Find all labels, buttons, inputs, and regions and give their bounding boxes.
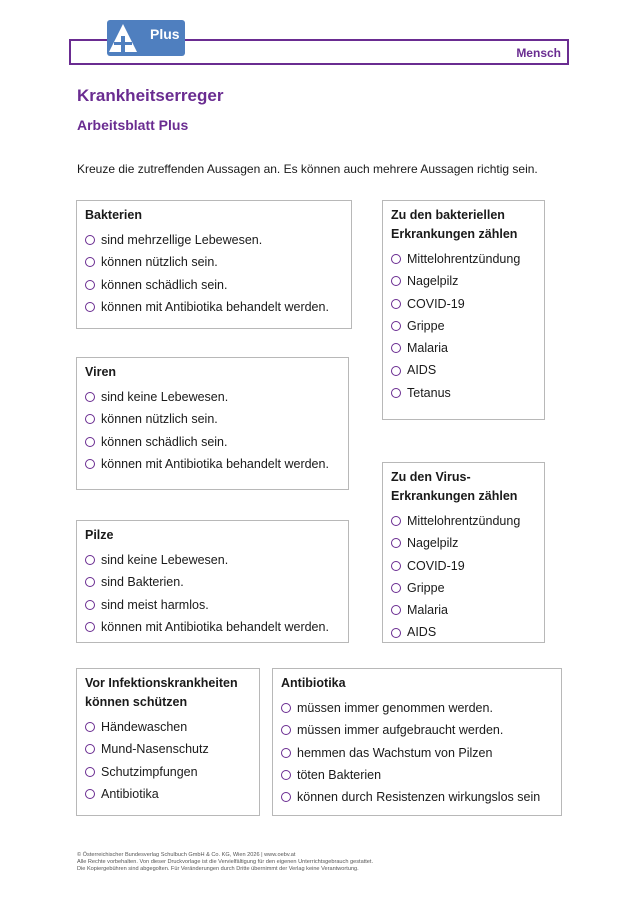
checkbox-item[interactable]: können mit Antibiotika behandelt werden. [85, 296, 343, 318]
checkbox-circle-icon[interactable] [391, 583, 401, 593]
checkbox-circle-icon[interactable] [85, 392, 95, 402]
checkbox-circle-icon[interactable] [85, 302, 95, 312]
checkbox-item[interactable]: Mittelohrentzündung [391, 248, 536, 270]
checkbox-item[interactable]: sind mehrzellige Lebewesen. [85, 229, 343, 251]
checkbox-item[interactable]: können mit Antibiotika behandelt werden. [85, 453, 340, 475]
checkbox-circle-icon[interactable] [85, 789, 95, 799]
box-virus-erkrankungen [382, 462, 545, 643]
checkbox-circle-icon[interactable] [85, 767, 95, 777]
checkbox-item[interactable]: können nützlich sein. [85, 408, 340, 430]
checkbox-item[interactable]: Tetanus [391, 382, 536, 404]
checkbox-circle-icon[interactable] [391, 254, 401, 264]
checkbox-item[interactable]: COVID-19 [391, 293, 536, 315]
checkbox-item[interactable]: müssen immer genommen werden. [281, 697, 553, 719]
checkbox-circle-icon[interactable] [85, 257, 95, 267]
checkbox-circle-icon[interactable] [281, 725, 291, 735]
checkbox-circle-icon[interactable] [391, 516, 401, 526]
box-title: Vor Infektionskrankheiten können schützen [85, 676, 238, 709]
checkbox-circle-icon[interactable] [281, 770, 291, 780]
page-title: Krankheitserreger [77, 86, 224, 105]
checkbox-item[interactable]: AIDS [391, 359, 536, 381]
box-pilze [76, 520, 349, 643]
checkbox-circle-icon[interactable] [391, 321, 401, 331]
checkbox-item[interactable]: können schädlich sein. [85, 274, 343, 296]
checkbox-circle-icon[interactable] [85, 235, 95, 245]
instruction-text: Kreuze die zutreffenden Aussagen an. Es können auch mehrere Aussagen richtig sein. [77, 162, 538, 176]
checkbox-item[interactable]: sind keine Lebewesen. [85, 549, 340, 571]
logo-text: Plus [150, 26, 180, 42]
box-title: Pilze [85, 528, 114, 542]
checkbox-item[interactable]: Mund-Nasenschutz [85, 738, 251, 760]
checkbox-circle-icon[interactable] [85, 744, 95, 754]
box-antibiotika [272, 668, 562, 816]
checkbox-item[interactable]: Mittelohrentzündung [391, 510, 536, 532]
checkbox-circle-icon[interactable] [391, 538, 401, 548]
checkbox-item[interactable]: Grippe [391, 315, 536, 337]
checkbox-item[interactable]: COVID-19 [391, 555, 536, 577]
checkbox-circle-icon[interactable] [85, 555, 95, 565]
checkbox-circle-icon[interactable] [391, 343, 401, 353]
box-schutz [76, 668, 260, 816]
checkbox-circle-icon[interactable] [85, 577, 95, 587]
checkbox-item[interactable]: AIDS [391, 621, 536, 643]
checkbox-item[interactable]: Nagelpilz [391, 270, 536, 292]
category-label: Mensch [516, 46, 561, 60]
footer-line: Alle Rechte vorbehalten. Von dieser Druckvorlage ist die Vervielfältigung für den eigenen Unterrichtsgebrauch gestattet. [77, 859, 374, 866]
checkbox-item[interactable]: sind meist harmlos. [85, 594, 340, 616]
checkbox-item[interactable]: Antibiotika [85, 783, 251, 805]
checkbox-item[interactable]: sind Bakterien. [85, 571, 340, 593]
checkbox-circle-icon[interactable] [85, 414, 95, 424]
box-title: Zu den bakteriellen Erkrankungen zählen [391, 208, 518, 241]
checkbox-circle-icon[interactable] [85, 722, 95, 732]
checkbox-item[interactable]: töten Bakterien [281, 764, 553, 786]
box-title: Bakterien [85, 208, 142, 222]
checkbox-circle-icon[interactable] [391, 561, 401, 571]
footer [77, 852, 373, 874]
checkbox-circle-icon[interactable] [85, 600, 95, 610]
checkbox-item[interactable]: müssen immer aufgebraucht werden. [281, 719, 553, 741]
box-title: Zu den Virus- Erkrankungen zählen [391, 470, 518, 503]
checkbox-circle-icon[interactable] [391, 299, 401, 309]
checkbox-item[interactable]: hemmen das Wachstum von Pilzen [281, 742, 553, 764]
footer-line: Die Kopiergebühren sind abgegolten. Für Veränderungen durch Dritte übernimmt der Verlag keine Verantwortung. [77, 866, 359, 873]
checkbox-item[interactable]: Schutzimpfungen [85, 761, 251, 783]
checkbox-item[interactable]: Grippe [391, 577, 536, 599]
checkbox-item[interactable]: Malaria [391, 337, 536, 359]
box-bakterielle-erkrankungen [382, 200, 545, 420]
page-subtitle: Arbeitsblatt Plus [77, 117, 189, 133]
checkbox-circle-icon[interactable] [391, 605, 401, 615]
checkbox-circle-icon[interactable] [85, 280, 95, 290]
box-viren [76, 357, 349, 490]
box-title: Viren [85, 365, 117, 379]
checkbox-circle-icon[interactable] [85, 459, 95, 469]
checkbox-item[interactable]: sind keine Lebewesen. [85, 386, 340, 408]
checkbox-item[interactable]: können durch Resistenzen wirkungslos sein [281, 786, 553, 808]
box-bakterien [76, 200, 352, 329]
checkbox-item[interactable]: können schädlich sein. [85, 431, 340, 453]
checkbox-circle-icon[interactable] [281, 748, 291, 758]
checkbox-circle-icon[interactable] [391, 628, 401, 638]
checkbox-circle-icon[interactable] [391, 276, 401, 286]
checkbox-circle-icon[interactable] [391, 366, 401, 376]
checkbox-circle-icon[interactable] [85, 437, 95, 447]
checkbox-item[interactable]: Händewaschen [85, 716, 251, 738]
checkbox-circle-icon[interactable] [85, 622, 95, 632]
footer-line: © Österreichischer Bundesverlag Schulbuch GmbH & Co. KG, Wien 2026 | www.oebv.at [77, 852, 296, 858]
checkbox-item[interactable]: können mit Antibiotika behandelt werden. [85, 616, 340, 638]
checkbox-item[interactable]: können nützlich sein. [85, 251, 343, 273]
checkbox-circle-icon[interactable] [391, 388, 401, 398]
plus-logo [107, 20, 185, 56]
checkbox-item[interactable]: Nagelpilz [391, 532, 536, 554]
checkbox-item[interactable]: Malaria [391, 599, 536, 621]
checkbox-circle-icon[interactable] [281, 703, 291, 713]
box-title: Antibiotika [281, 676, 346, 690]
checkbox-circle-icon[interactable] [281, 792, 291, 802]
